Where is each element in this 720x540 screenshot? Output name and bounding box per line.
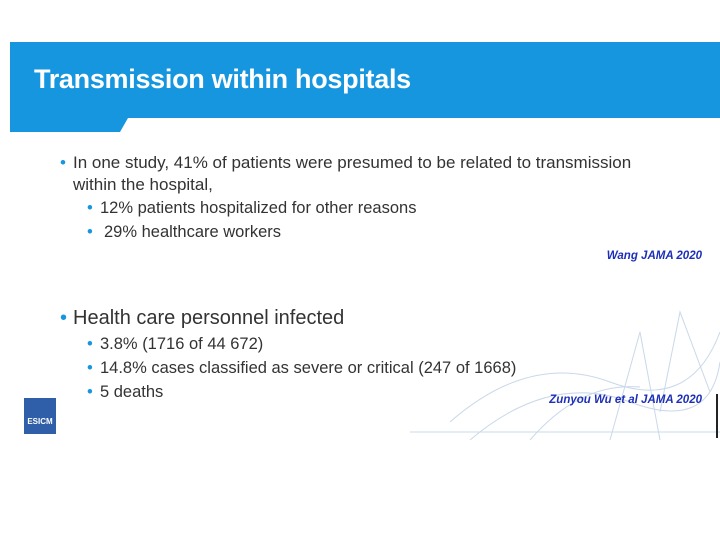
logo-text: ESICM (27, 417, 53, 426)
esicm-logo (24, 398, 56, 434)
section-2-list (73, 306, 344, 330)
sub-bullet: • 3.8% (1716 of 44 672) (100, 332, 516, 356)
sub-bullet: • 14.8% cases classified as severe or critical (247 of 1668) (100, 356, 516, 380)
sub-bullet: • 12% patients hospitalized for other reasons (100, 196, 416, 220)
section-1-sublist (100, 196, 416, 244)
slide-title: Transmission within hospitals (34, 64, 411, 94)
section-1-list (73, 152, 673, 196)
slide (10, 42, 720, 440)
sub-bullet: • 29% healthcare workers (100, 220, 416, 244)
sub-bullet: • 5 deaths (100, 380, 516, 404)
reference-wu: Zunyou Wu et al JAMA 2020 (549, 394, 702, 406)
edge-bar (716, 394, 718, 438)
bullet-main-2: • Health care personnel infected (73, 306, 344, 330)
section-2-sublist (100, 332, 516, 404)
bullet-main-1: • In one study, 41% of patients were presumed to be related to transmission within the hospital, (73, 152, 673, 196)
reference-wang: Wang JAMA 2020 (606, 250, 702, 262)
